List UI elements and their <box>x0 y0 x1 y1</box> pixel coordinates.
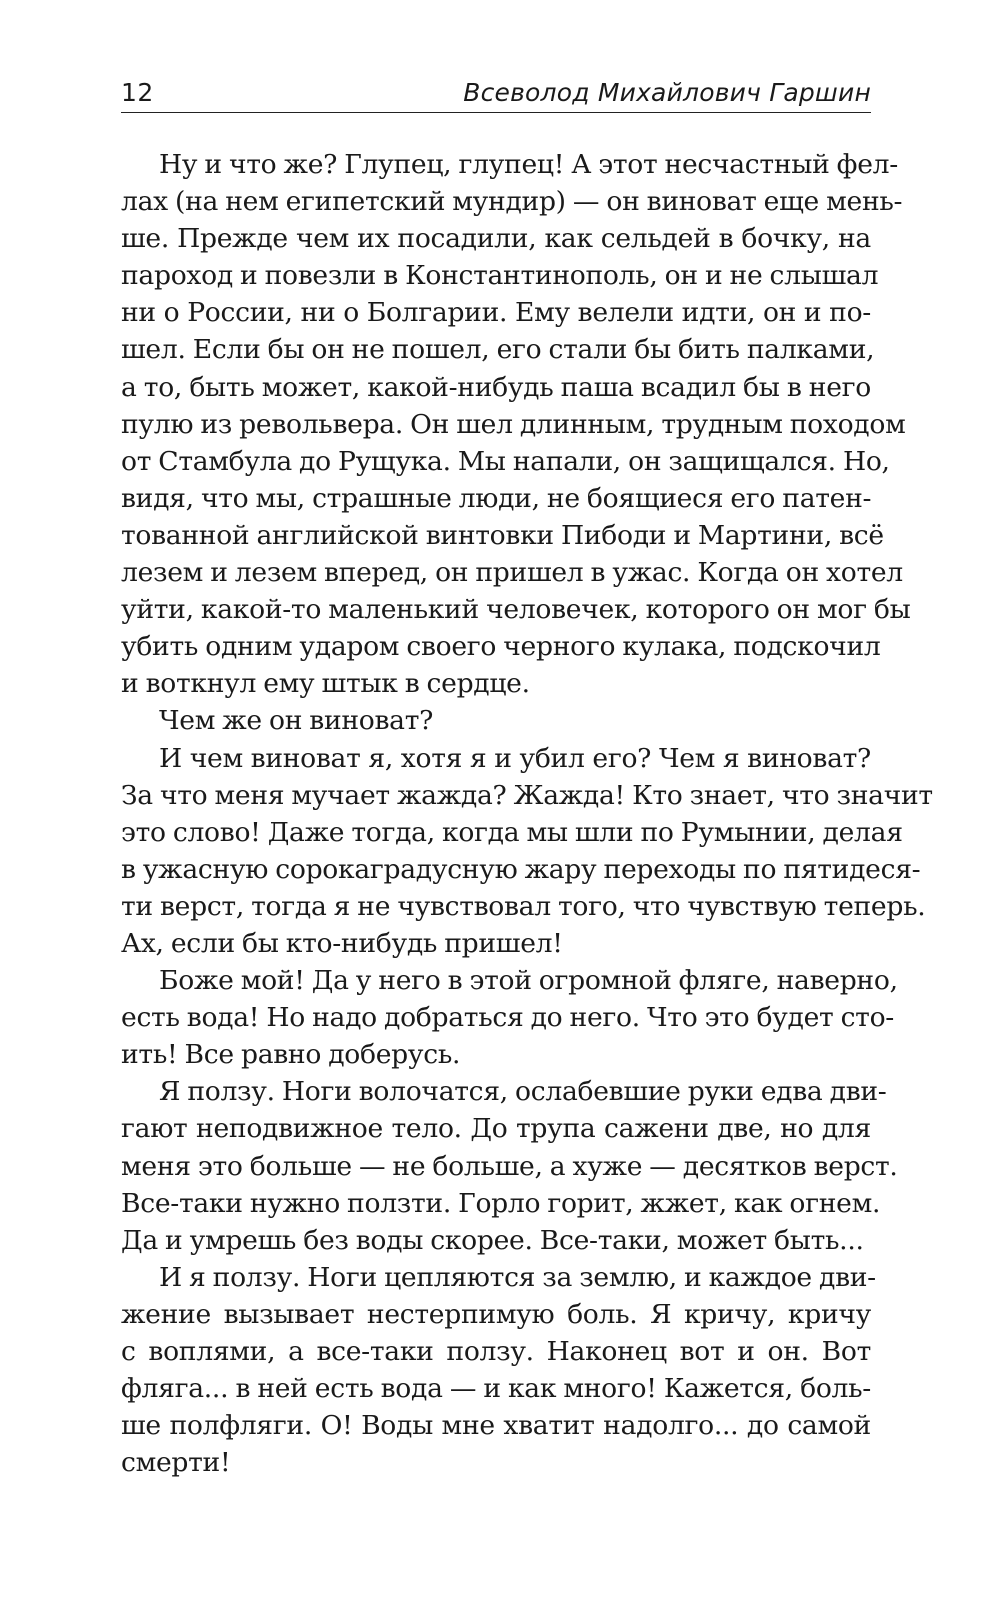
text-line: в ужасную сорокаградусную жару переходы по пятидеся- <box>121 853 921 885</box>
text-line: убить одним ударом своего черного кулака, подскочил <box>121 631 881 663</box>
text-line: Боже мой! Да у него в этой огромной фляге, наверно, <box>159 965 898 997</box>
running-header <box>121 72 871 113</box>
page-number: 12 <box>121 78 154 107</box>
text-line: гают неподвижное тело. До трупа сажени две, но для <box>121 1113 871 1145</box>
text-line: тованной английской винтовки Пибоди и Мартини, всё <box>121 519 884 551</box>
text-line: ни о России, ни о Болгарии. Ему велели идти, он и по- <box>121 297 871 329</box>
text-line: это слово! Даже тогда, когда мы шли по Румынии, делая <box>121 816 903 848</box>
paragraph <box>121 1259 876 1482</box>
paragraph <box>121 146 911 702</box>
paragraph <box>121 702 871 739</box>
text-line: И чем виноват я, хотя я и убил его? Чем я виноват? <box>159 742 871 774</box>
text-line: ше. Прежде чем их посадили, как сельдей в бочку, на <box>121 223 871 255</box>
text-line: меня это больше — не больше, а хуже — десятков верст. <box>121 1150 898 1182</box>
text-line: уйти, какой-то маленький человечек, которого он мог бы <box>121 594 911 626</box>
text-line: шел. Если бы он не пошел, его стали бы бить палками, <box>121 334 875 366</box>
text-line: И я ползу. Ноги цепляются за землю, и каждое дви- <box>159 1261 876 1293</box>
paragraph <box>121 740 933 963</box>
text-line: жение вызывает нестерпимую боль. Я кричу, кричу <box>121 1298 871 1330</box>
text-line: лах (на нем египетский мундир) — он виноват еще мень- <box>121 186 903 218</box>
text-line: Ах, если бы кто-нибудь пришел! <box>121 927 563 959</box>
header-author-name: Всеволод Михайлович Гаршин <box>463 78 871 107</box>
text-line: лезем и лезем вперед, он пришел в ужас. Когда он хотел <box>121 557 903 589</box>
text-line: Ну и что же? Глупец, глупец! А этот несчастный фел- <box>159 149 898 180</box>
text-line: Все-таки нужно ползти. Горло горит, жжет, как огнем. <box>121 1187 881 1219</box>
text-line: пароход и повезли в Константинополь, он и не слышал <box>121 260 879 292</box>
text-line: а то, быть может, какой-нибудь паша всадил бы в него <box>121 371 871 403</box>
text-line: За что меня мучает жажда? Жажда! Кто знает, что значит <box>121 779 933 811</box>
paragraph <box>121 962 898 1073</box>
text-line: фляга... в ней есть вода — и как много! Кажется, боль- <box>121 1373 871 1405</box>
body-text <box>121 146 933 1481</box>
text-line: Я ползу. Ноги волочатся, ослабевшие руки едва дви- <box>159 1076 887 1108</box>
text-line: Да и умрешь без воды скорее. Все-таки, может быть... <box>121 1224 864 1256</box>
text-line: и воткнул ему штык в сердце. <box>121 668 530 700</box>
text-line: пулю из револьвера. Он шел длинным, трудным походом <box>121 408 906 440</box>
text-line: ти верст, тогда я не чувствовал того, что чувствую теперь. <box>121 890 926 922</box>
text-line: ше полфляги. О! Воды мне хватит надолго... до самой <box>121 1410 871 1442</box>
text-line: Чем же он виноват? <box>159 705 434 737</box>
text-line: есть вода! Но надо добраться до него. Что это будет сто- <box>121 1002 894 1034</box>
text-line: с воплями, а все-таки ползу. Наконец вот и он. Вот <box>121 1336 871 1367</box>
text-line: смерти! <box>121 1447 231 1479</box>
text-line: от Стамбула до Рущука. Мы напали, он защищался. Но, <box>121 445 890 477</box>
text-line: видя, что мы, страшные люди, не боящиеся его патен- <box>121 482 872 514</box>
text-line: ить! Все равно доберусь. <box>121 1039 461 1071</box>
paragraph <box>121 1073 898 1258</box>
